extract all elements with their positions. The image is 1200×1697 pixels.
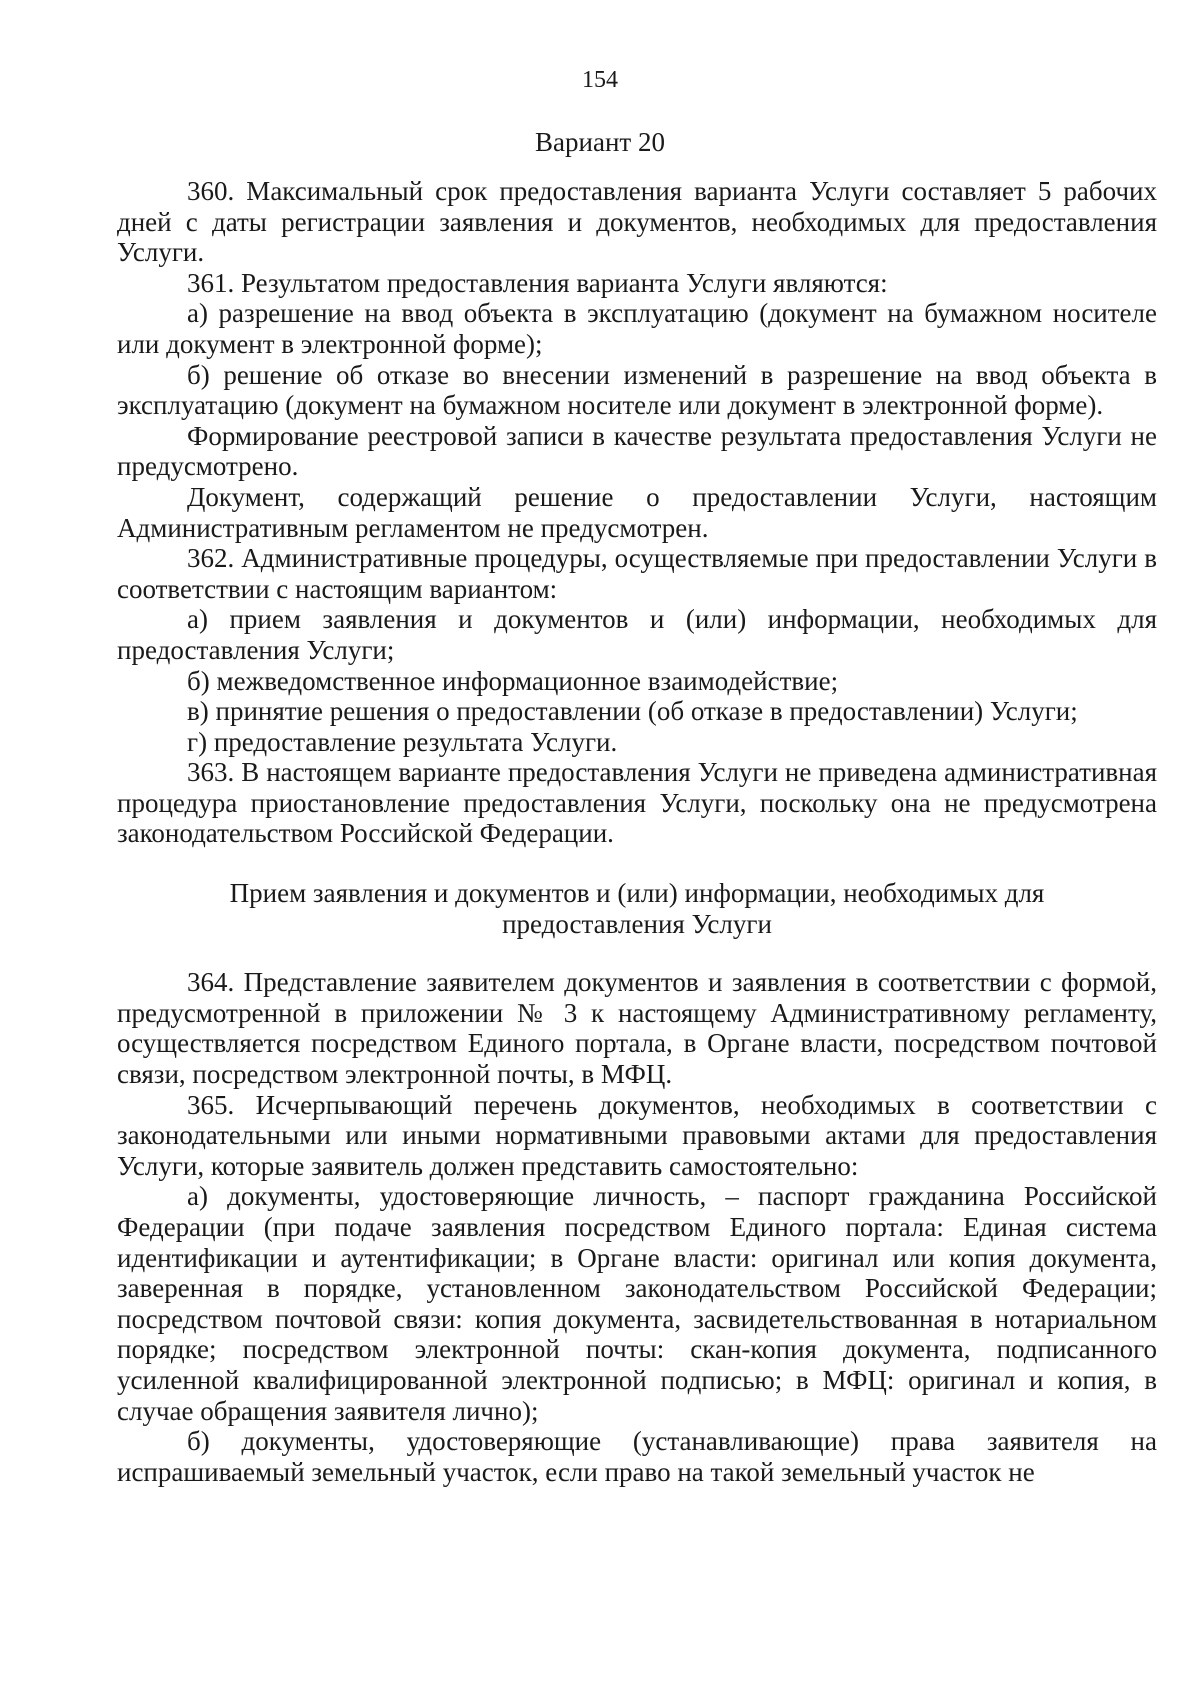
- paragraph-362-a: а) прием заявления и документов и (или) информации, необходимых для предоставления Услуги;: [117, 604, 1157, 665]
- paragraph-361: 361. Результатом предоставления варианта Услуги являются:: [187, 267, 888, 298]
- paragraph-decision-document: Документ, содержащий решение о предоставлении Услуги, настоящим Административным регламентом не предусмотрен.: [117, 481, 1157, 543]
- paragraph-365-a: а) документы, удостоверяющие личность, – паспорт гражданина Российской Федерации (при подаче заявления посредством Единого портала: Единая система идентификации и аутентификации; в Органе власти: оригинал или копия документа, заверенная в порядке, установленном законодательством Российской Федерации; посредством почтовой связи: копия документа, засвидетельствованная в нотариальном порядке; посредством электронной почты: скан-копия документа, подписанного усиленной квалифицированной электронной подписью; в МФЦ: оригинал и копия, в случае обращения заявителя лично);: [117, 1181, 1157, 1426]
- variant-title: Вариант 20: [535, 127, 665, 157]
- paragraph-362-g: г) предоставление результата Услуги.: [187, 726, 618, 757]
- paragraph-363: 363. В настоящем варианте предоставления Услуги не приведена административная процедура приостановление предоставления Услуги, поскольку она не предусмотрена законодательством Российской Федерации.: [117, 757, 1157, 849]
- paragraph-362-v: в) принятие решения о предоставлении (об отказе в предоставлении) Услуги;: [187, 696, 1078, 727]
- page-number: 154: [582, 67, 618, 93]
- section-heading: Прием заявления и документов и (или) информации, необходимых для предоставления Услуги: [229, 878, 1045, 939]
- variant-paragraphs: [117, 176, 1157, 1487]
- paragraph-365: 365. Исчерпывающий перечень документов, необходимых в соответствии с законодательными или иными нормативными правовыми актами для предоставления Услуги, которые заявитель должен представить самостоятельно:: [117, 1089, 1157, 1181]
- paragraph-364: 364. Представление заявителем документов и заявления в соответствии с формой, предусмотренной в приложении № 3 к настоящему Административному регламенту, осуществляется посредством Единого портала, в Органе власти, посредством почтовой связи, посредством электронной почты, в МФЦ.: [117, 967, 1157, 1090]
- paragraph-362-b: б) межведомственное информационное взаимодействие;: [187, 665, 839, 696]
- paragraph-362: 362. Административные процедуры, осуществляемые при предоставлении Услуги в соответствии с настоящим вариантом:: [117, 543, 1157, 604]
- paragraph-361-b: б) решение об отказе во внесении изменений в разрешение на ввод объекта в эксплуатацию (документ на бумажном носителе или документ в электронной форме).: [117, 359, 1157, 421]
- paragraph-360: 360. Максимальный срок предоставления варианта Услуги составляет 5 рабочих дней с даты регистрации заявления и документов, необходимых для предоставления Услуги.: [117, 176, 1157, 268]
- paragraph-365-b: б) документы, удостоверяющие (устанавливающие) права заявителя на испрашиваемый земельный участок, если право на такой земельный участок не: [117, 1426, 1157, 1487]
- paragraph-361-a: а) разрешение на ввод объекта в эксплуатацию (документ на бумажном носителе или документ в электронной форме);: [117, 298, 1157, 359]
- paragraph-registry-record: Формирование реестровой записи в качестве результата предоставления Услуги не предусмотрено.: [117, 420, 1157, 482]
